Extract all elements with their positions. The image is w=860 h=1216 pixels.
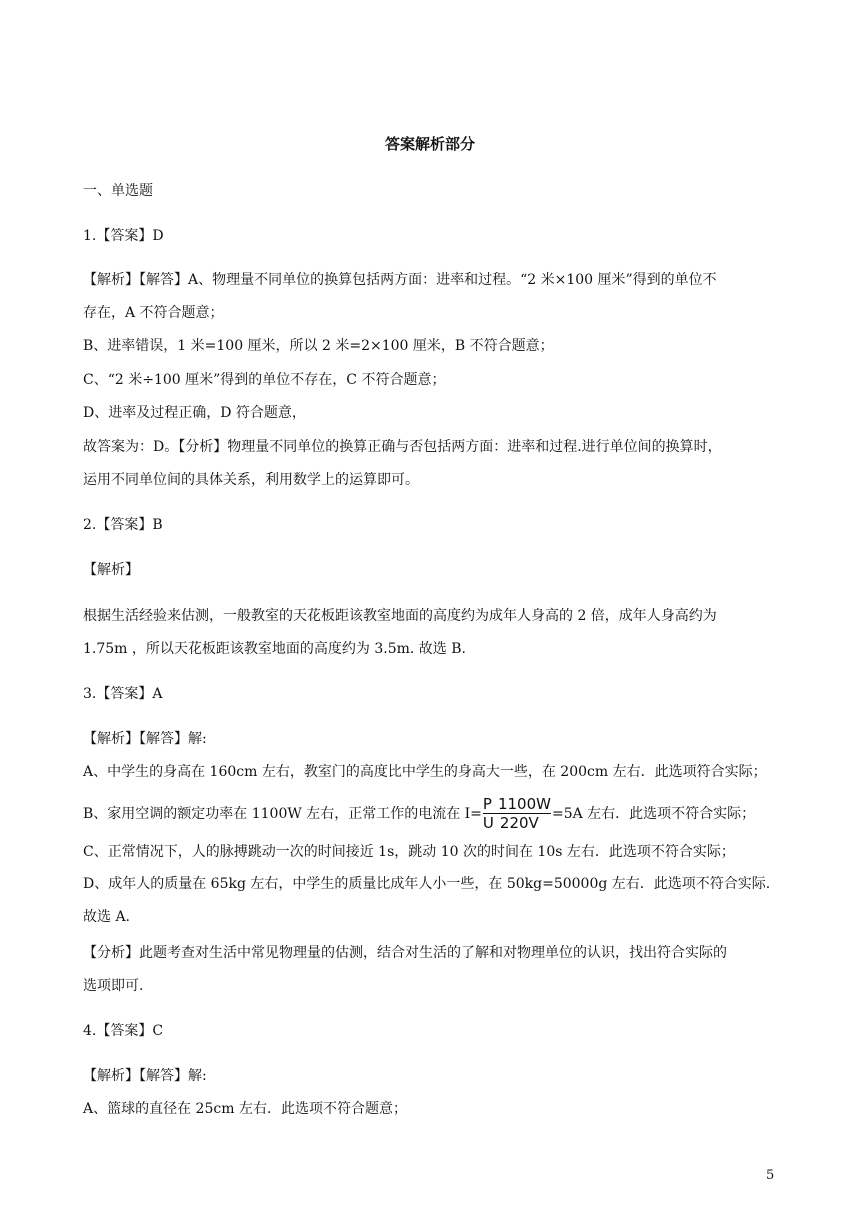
answer-1: 1.【答案】D	[83, 228, 164, 244]
text-line: C、正常情况下，人的脉搏跳动一次的时间接近 1s，跳动 10 次的时间在 10s 左右．此选项不符合实际；	[83, 844, 735, 860]
denominator-value: 220V	[499, 814, 539, 832]
answer-4: 4.【答案】C	[83, 1023, 164, 1039]
text-line: 【解析】【解答】A、物理量不同单位的换算包括两方面：进率和过程。“2 米×100 厘米”得到的单位不	[83, 272, 717, 288]
answer-2: 2.【答案】B	[83, 517, 163, 533]
formula-line	[83, 792, 755, 836]
text-segment: B、家用空调的额定功率在 1100W 左右，正常工作的电流在 I=	[83, 806, 482, 822]
denominator-symbol: U	[482, 814, 494, 832]
text-line: B、进率错误，1 米=100 厘米，所以 2 米=2×100 厘米，B 不符合题意；	[83, 338, 554, 354]
text-line: 故选 A.	[83, 909, 131, 925]
text-line: 1.75m ，所以天花板距该教室地面的高度约为 3.5m. 故选 B.	[83, 641, 466, 657]
text-line: 选项即可.	[83, 978, 144, 994]
numerator-symbol: P	[482, 795, 492, 813]
text-line: A、中学生的身高在 160cm 左右，教室门的高度比中学生的身高大一些，在 200cm 左右．此选项符合实际；	[83, 764, 767, 780]
numerator-value: 1100W	[497, 795, 551, 813]
text-line: C、“2 米÷100 厘米”得到的单位不存在，C 不符合题意；	[83, 372, 446, 388]
text-line: A、篮球的直径在 25cm 左右．此选项不符合题意；	[83, 1101, 407, 1117]
fraction-denominator	[483, 814, 551, 831]
fraction	[483, 797, 551, 831]
fraction-numerator	[483, 797, 551, 814]
text-line: 【解析】	[83, 562, 139, 578]
text-line: 运用不同单位间的具体关系，利用数学上的运算即可。	[83, 472, 419, 488]
text-line: D、成年人的质量在 65kg 左右，中学生的质量比成年人小一些，在 50kg=50000g 左右．此选项不符合实际.	[83, 876, 771, 892]
text-line: 【解析】【解答】解:	[83, 731, 207, 747]
text-segment: =5A 左右．此选项不符合实际；	[551, 806, 756, 822]
text-line: 【解析】【解答】解:	[83, 1068, 207, 1084]
text-line: 故答案为：D。【分析】物理量不同单位的换算正确与否包括两方面：进率和过程.进行单位间的换算时，	[83, 439, 722, 455]
answer-3: 3.【答案】A	[83, 686, 163, 702]
section-heading: 一、单选题	[83, 183, 153, 199]
page-title: 答案解析部分	[384, 135, 475, 153]
text-line: 存在，A 不符合题意；	[83, 305, 224, 321]
page-number: 5	[766, 1168, 775, 1183]
text-line: 【分析】此题考查对生活中常见物理量的估测，结合对生活的了解和对物理单位的认识，找出符合实际的	[83, 945, 727, 961]
text-line: 根据生活经验来估测，一般教室的天花板距该教室地面的高度约为成年人身高的 2 倍，成年人身高约为	[83, 608, 717, 624]
text-line: D、进率及过程正确，D 符合题意，	[83, 405, 306, 421]
